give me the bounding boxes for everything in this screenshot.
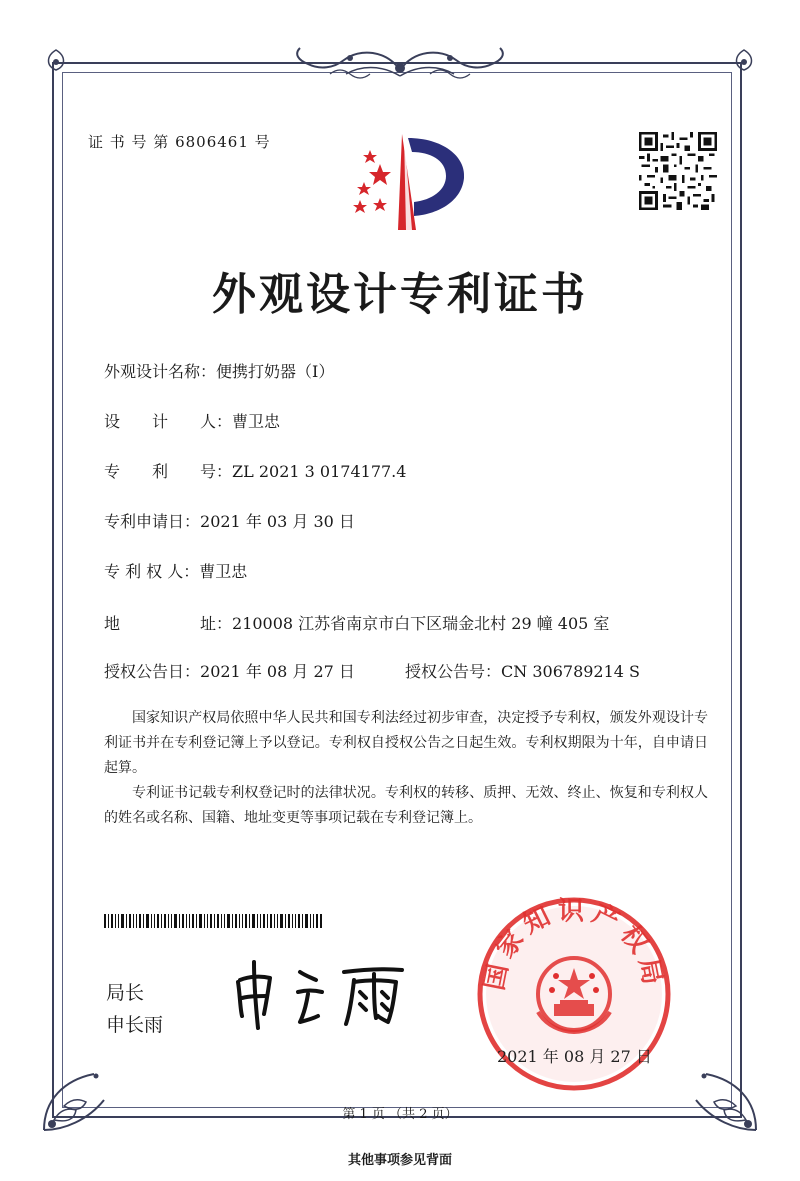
patent-number-label: 专 利 号： <box>104 462 233 481</box>
grant-date-label: 授权公告日： <box>104 662 201 681</box>
page-number: 第 1 页 （共 2 页） <box>342 1107 458 1122</box>
top-left-ornament-icon <box>36 46 76 86</box>
designer-row <box>104 410 280 434</box>
designer-label: 设 计 人： <box>104 412 233 431</box>
legal-status-paragraph: 专利证书记载专利权登记时的法律状况。专利权的转移、质押、无效、终止、恢复和专利权人的姓名或名称、国籍、地址变更等事项记载在专利登记簿上。 <box>104 785 708 826</box>
design-name-label: 外观设计名称： <box>104 362 217 381</box>
bottom-left-ornament-icon <box>34 1060 124 1140</box>
design-name-value: 便携打奶器（I） <box>216 362 335 381</box>
footer-note: 其他事项参见背面 <box>347 1153 452 1168</box>
top-right-ornament-icon <box>724 46 764 86</box>
patent-office-emblem-icon <box>342 128 468 236</box>
grant-number-label: 授权公告号： <box>405 662 502 681</box>
grant-date-value: 2021 年 08 月 27 日 <box>200 662 355 681</box>
top-ornament-icon <box>290 40 510 86</box>
signatory-title: 局长 <box>106 982 145 1004</box>
seal-text: 国家知识产权局 <box>479 896 669 993</box>
signatory-name: 申长雨 <box>106 1014 164 1036</box>
handwritten-signature-icon <box>228 954 412 1032</box>
address-value: 210008 江苏省南京市白下区瑞金北村 29 幢 405 室 <box>232 614 610 633</box>
address-label: 地 址： <box>104 614 233 633</box>
address-row <box>104 612 609 636</box>
bottom-right-ornament-icon <box>676 1060 766 1140</box>
application-date-row <box>104 510 355 534</box>
barcode-icon <box>104 914 322 928</box>
grant-date-row <box>104 660 355 684</box>
seal-date: 2021 年 08 月 27 日 <box>497 1047 652 1066</box>
patentee-label: 专 利 权 人： <box>104 562 200 581</box>
design-name-row <box>104 360 334 384</box>
patentee-value: 曹卫忠 <box>199 562 248 581</box>
designer-value: 曹卫忠 <box>232 412 281 431</box>
patentee-row <box>104 560 247 584</box>
grant-number-row <box>405 660 640 684</box>
grant-number-value: CN 306789214 S <box>501 662 641 681</box>
qr-code-icon <box>639 132 717 210</box>
application-date-value: 2021 年 03 月 30 日 <box>200 512 355 531</box>
certificate-title: 外观设计专利证书 <box>212 269 588 320</box>
patent-number-row <box>104 460 406 484</box>
grant-statement-paragraph: 国家知识产权局依照中华人民共和国专利法经过初步审查，决定授予专利权，颁发外观设计专利证书并在专利登记簿上予以登记。专利权自授权公告之日起生效。专利权期限为十年，自申请日起算。 <box>104 710 708 776</box>
application-date-label: 专利申请日： <box>104 512 201 531</box>
certificate-number: 证 书 号 第 6806461 号 <box>88 133 271 151</box>
patent-number-value: ZL 2021 3 0174177.4 <box>232 462 407 481</box>
